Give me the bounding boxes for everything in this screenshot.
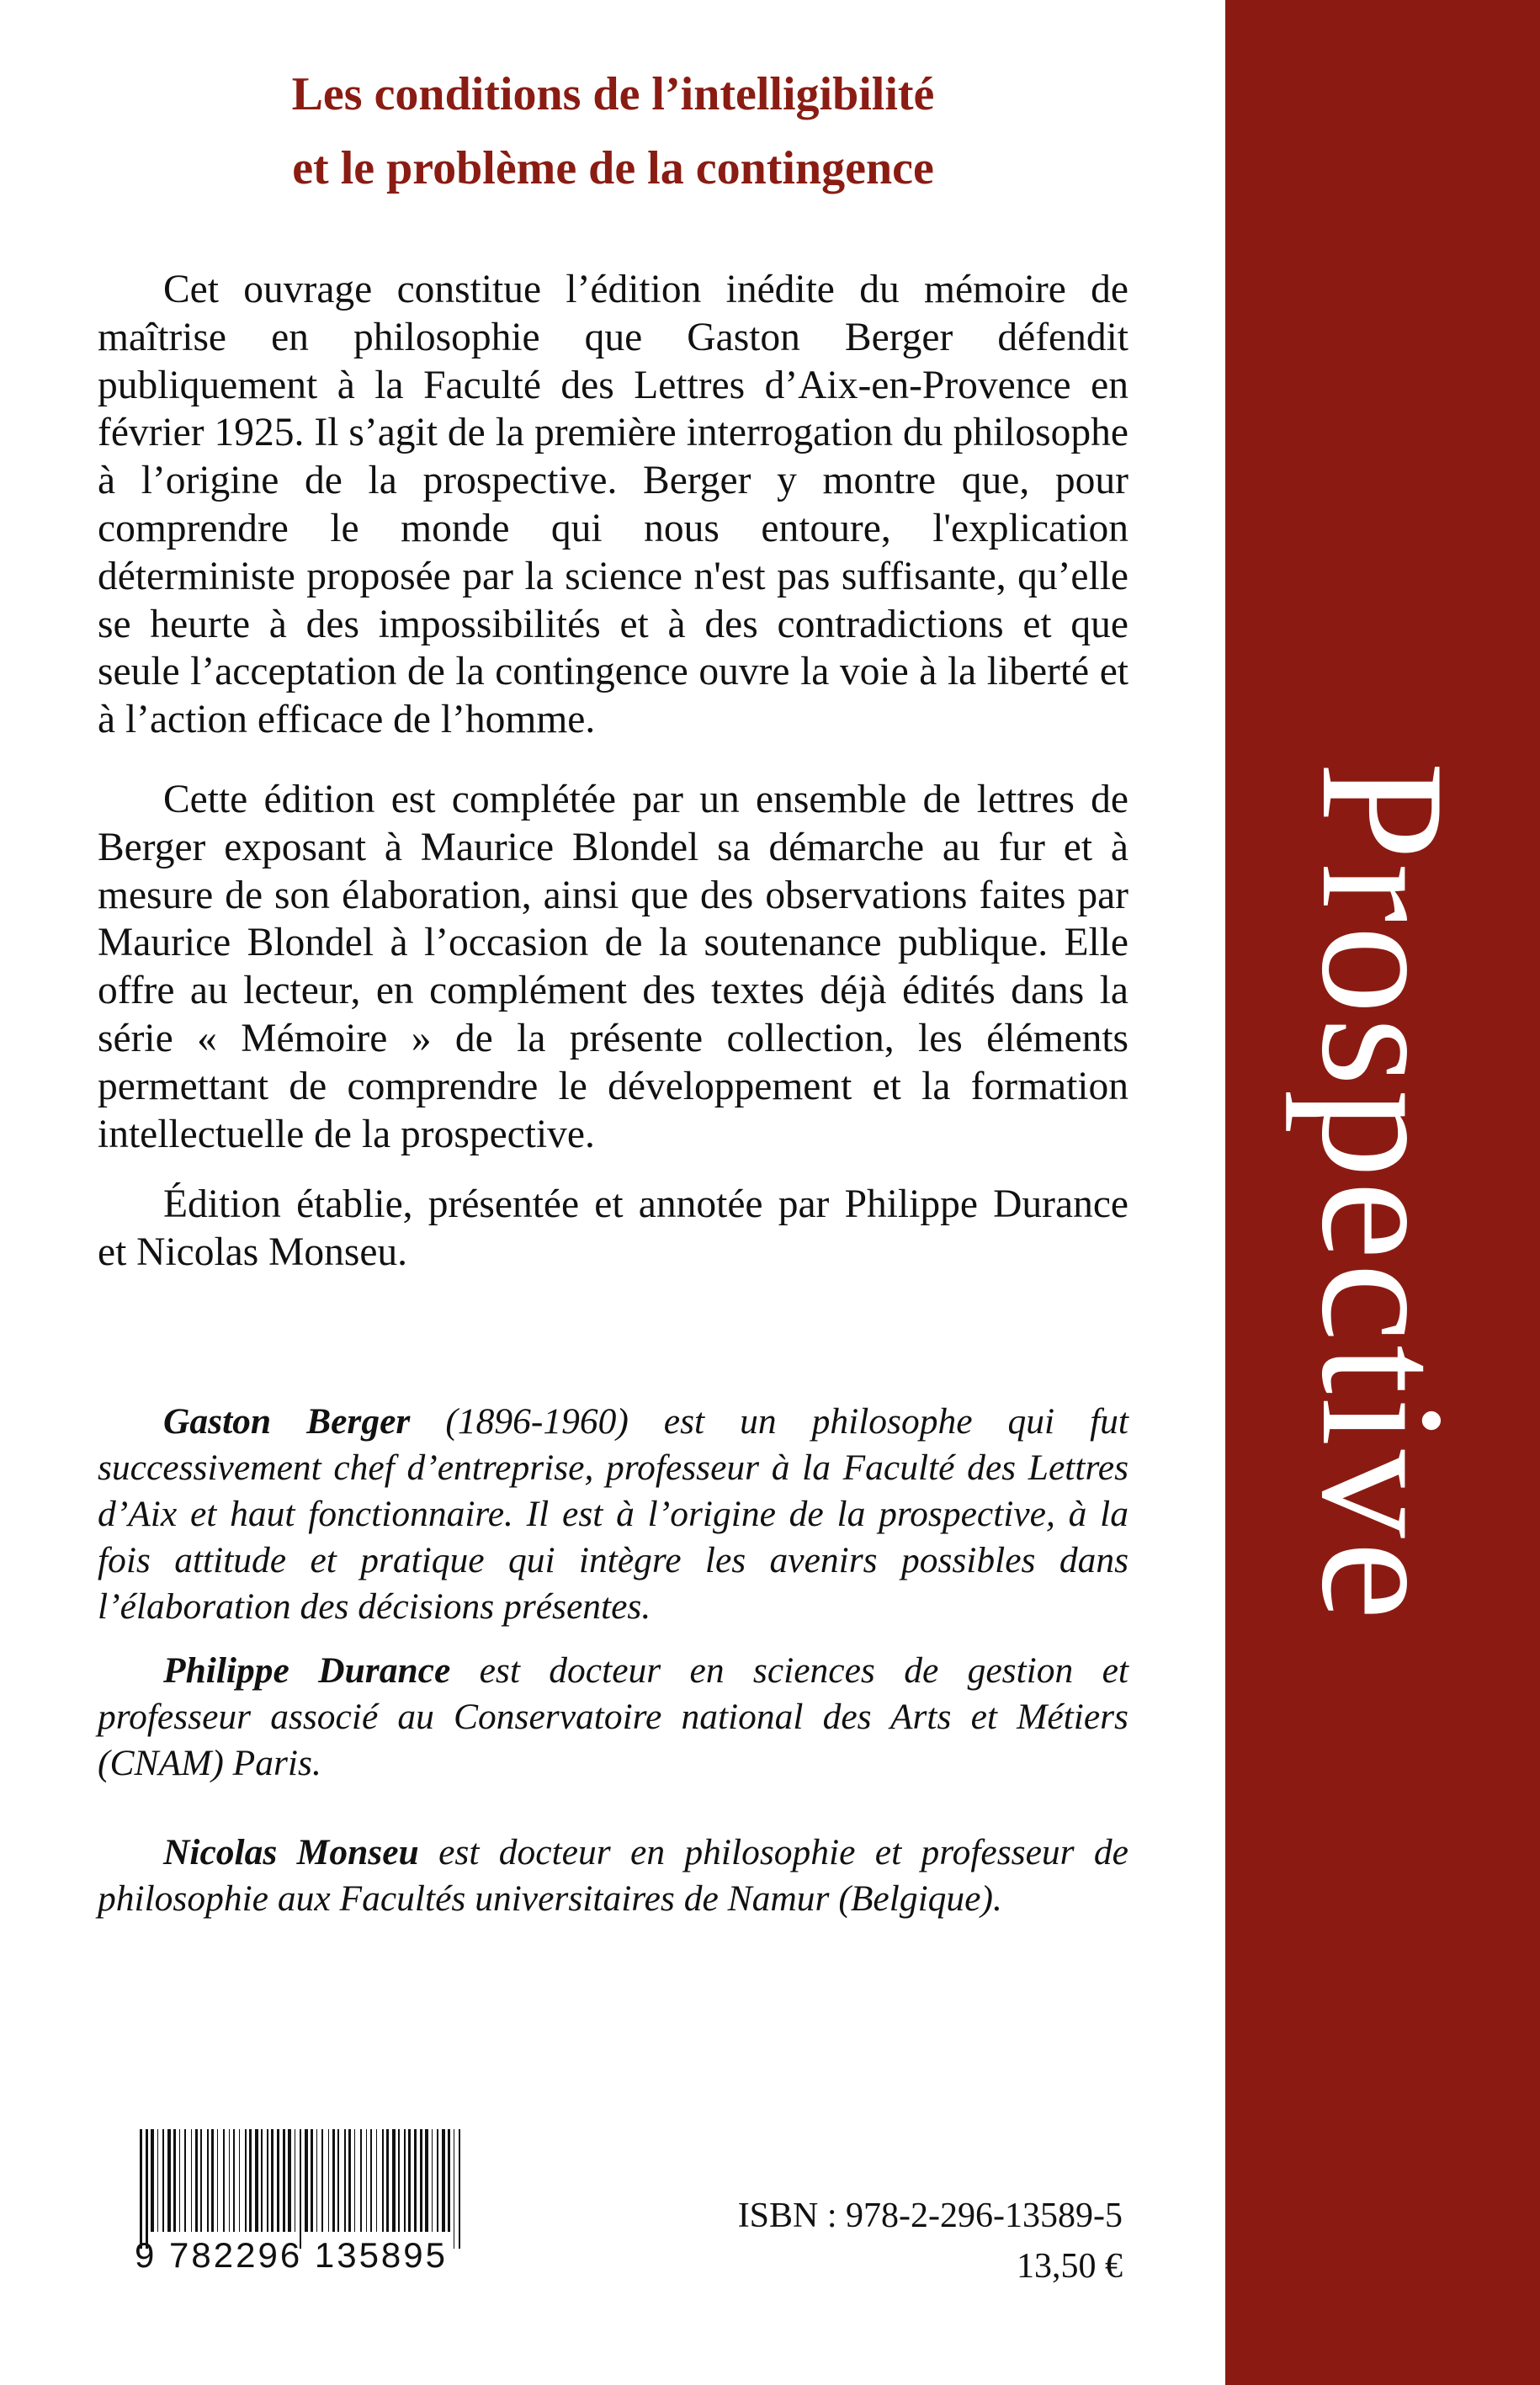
back-cover-main — [98, 0, 1128, 2385]
bio-name: Nicolas Monseu — [163, 1832, 419, 1872]
book-title — [98, 57, 1128, 205]
barcode-bar — [162, 2129, 164, 2232]
barcode-bar — [382, 2129, 384, 2232]
barcode-bar — [191, 2129, 192, 2232]
summary-paragraph-1: Cet ouvrage constitue l’édition inédite du mémoire de maîtrise en philosophie que Gaston Berger défendit publiquement à la Faculté des Lettres d’Aix-en-Provence en février 1925. Il s’agit de la première interrogation du philosophe à l’origine de la prospective. Berger y montre que, pour comprendre le monde qui nous entoure, l'explication déterministe proposée par la science n'est pas suffisante, qu’elle se heurte à des impossibilités et à des contradictions et que seule l’acceptation de la contingence ouvre la voie à la liberté et à l’action efficace de l’homme. — [98, 268, 1128, 742]
barcode-bar — [328, 2129, 329, 2232]
barcode-bar — [332, 2129, 335, 2232]
barcode-bar — [217, 2129, 218, 2232]
barcode-bar — [229, 2129, 230, 2232]
barcode-bar — [437, 2129, 438, 2232]
barcode-bar — [184, 2129, 186, 2232]
barcode-bar — [305, 2129, 308, 2232]
barcode-bar — [261, 2129, 263, 2232]
barcode-bar — [288, 2129, 291, 2232]
bio-text: est docteur en sciences de gestion et professeur associé au Conservatoire national des Arts et Métiers (CNAM) Paris. — [98, 1650, 1129, 1783]
barcode-bar — [267, 2129, 268, 2232]
barcode-bar — [386, 2129, 389, 2232]
barcode-bar — [376, 2129, 377, 2232]
title-line-1: Les conditions de l’intelligibilité — [291, 68, 935, 120]
barcode-bar — [366, 2129, 367, 2232]
barcode-bar — [211, 2129, 214, 2232]
barcode-digits: 9 782296 135895 — [135, 2235, 448, 2275]
barcode-bar — [255, 2129, 258, 2232]
barcode-bar — [448, 2129, 450, 2232]
barcode-bar — [283, 2129, 285, 2232]
isbn: ISBN : 978-2-296-13589-5 — [737, 2196, 1123, 2235]
barcode-bar — [354, 2129, 355, 2232]
barcode-bar — [223, 2129, 225, 2232]
barcode-bar — [404, 2129, 406, 2232]
barcode-bar — [277, 2129, 279, 2232]
barcode-bar — [398, 2129, 400, 2232]
bio-philippe-durance — [98, 1648, 1128, 1787]
sidebar-band — [1225, 0, 1540, 2385]
barcode-bar — [195, 2129, 198, 2232]
barcode-bar — [207, 2129, 209, 2232]
barcode-bar — [245, 2129, 247, 2232]
barcode-bar — [420, 2129, 422, 2232]
barcode-bar — [408, 2129, 411, 2232]
barcode-bar — [370, 2129, 372, 2232]
barcode-bar — [200, 2129, 202, 2232]
barcode-bar — [360, 2129, 362, 2232]
barcode-bar — [442, 2129, 445, 2232]
barcode — [135, 2129, 465, 2281]
barcode-bar — [179, 2129, 180, 2232]
barcode-bar — [321, 2129, 323, 2232]
bio-text: (1896-1960) est un philosophe qui fut successivement chef d’entreprise, professeur à la Faculté des Lettres d’Aix et haut fonctionnaire. Il est à l’origine de la prospective, à la fois attitude et pratique qui intègre les avenirs possibles dans l’élaboration des décisions présentes. — [98, 1401, 1128, 1627]
barcode-bar — [311, 2129, 313, 2232]
edition-credits: Édition établie, présentée et annotée par Philippe Durance et Nicolas Monseu. — [98, 1182, 1128, 1274]
barcode-bar — [157, 2129, 158, 2232]
barcode-bar — [392, 2129, 396, 2232]
summary-paragraph-2: Cette édition est complétée par un ensemble de lettres de Berger exposant à Maurice Blondel sa démarche au fur et à mesure de son élaboration, ainsi que des observations faites par Maurice Blondel à l’occasion de la soutenance publique. Elle offre au lecteur, en complément des textes déjà édités dans la série « Mémoire » de la présente collection, les éléments permettant de comprendre le développement et la formation intellectuelle de la prospective. — [98, 778, 1128, 1156]
barcode-bar — [233, 2129, 235, 2232]
barcode-bar — [344, 2129, 346, 2232]
barcode-bar — [316, 2129, 317, 2232]
price: 13,50 € — [1017, 2247, 1123, 2286]
bio-name: Philippe Durance — [163, 1650, 451, 1691]
barcode-bar — [425, 2129, 428, 2232]
barcode-bar — [151, 2129, 154, 2232]
barcode-bar — [167, 2129, 171, 2232]
bio-nicolas-monseu — [98, 1830, 1128, 1922]
barcode-bar — [239, 2129, 240, 2232]
barcode-bar — [348, 2129, 351, 2232]
barcode-bar — [249, 2129, 252, 2232]
bio-text: est docteur en philosophie et professeur de philosophie aux Facultés universitaires de Namur (Belgique). — [98, 1832, 1128, 1919]
barcode-bar — [432, 2129, 433, 2232]
barcode-bar — [337, 2129, 339, 2232]
barcode-bar — [414, 2129, 417, 2232]
bio-name: Gaston Berger — [163, 1401, 411, 1442]
collection-name: Prospective — [1285, 762, 1480, 1623]
bio-gaston-berger — [98, 1399, 1128, 1630]
title-line-2: et le problème de la contingence — [292, 142, 934, 194]
barcode-bar — [173, 2129, 176, 2232]
barcode-bar — [271, 2129, 273, 2232]
